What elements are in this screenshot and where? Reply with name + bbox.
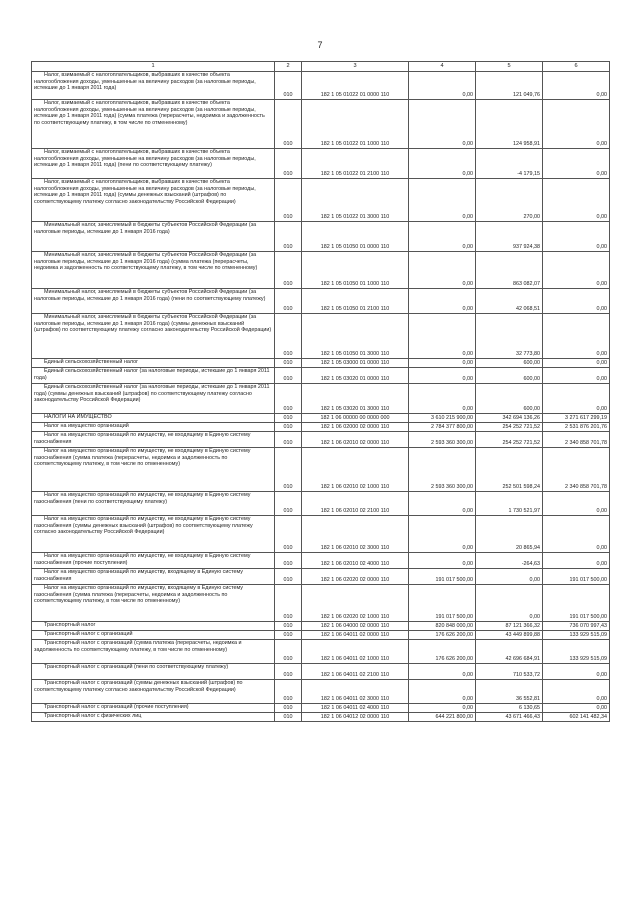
row-code: 010 [275, 585, 302, 622]
table-row [32, 704, 610, 713]
row-approved: 176 626 200,00 [409, 631, 476, 640]
row-unexecuted: 0,00 [543, 314, 610, 359]
row-executed: 254 252 721,52 [476, 432, 543, 448]
row-unexecuted: 0,00 [543, 289, 610, 314]
table-row [32, 622, 610, 631]
table-row [32, 631, 610, 640]
row-name: Налог, взимаемый с налогоплательщиков, выбравших в качестве объекта налогообложения доходы, уменьшенные на величину расходов (за налоговые периоды, истекшие до 1 января 2011 года) (сумма платежа (перерасчеты, недоимка и задолженность по соответствующему платежу, в том числе по отмененному) [32, 100, 275, 149]
row-code: 010 [275, 492, 302, 516]
table-row [32, 569, 610, 585]
row-kbk: 182 1 06 04011 02 4000 110 [302, 704, 409, 713]
row-code: 010 [275, 222, 302, 252]
row-executed: 42 696 684,91 [476, 640, 543, 664]
row-kbk: 182 1 06 02020 02 1000 110 [302, 585, 409, 622]
row-name: Минимальный налог, зачисляемый в бюджеты субъектов Российской Федерации (за налоговые периоды, истекшие до 1 января 2016 года) [32, 222, 275, 252]
revenue-report-table [31, 61, 610, 722]
row-kbk: 182 1 05 03000 01 0000 110 [302, 359, 409, 368]
row-approved: 0,00 [409, 680, 476, 704]
row-executed: 124 958,91 [476, 100, 543, 149]
row-executed: 32 773,80 [476, 314, 543, 359]
row-kbk: 182 1 06 00000 00 0000 000 [302, 414, 409, 423]
row-code: 010 [275, 622, 302, 631]
row-code: 010 [275, 100, 302, 149]
row-name: Налог на имущество организаций по имуществу, не входящему в Единую систему газоснабжения [32, 432, 275, 448]
row-approved: 191 017 500,00 [409, 569, 476, 585]
row-executed: 254 252 721,52 [476, 423, 543, 432]
row-executed: 6 130,65 [476, 704, 543, 713]
table-header-row [32, 62, 610, 72]
row-approved: 0,00 [409, 384, 476, 414]
row-unexecuted: 0,00 [543, 368, 610, 384]
row-unexecuted: 0,00 [543, 359, 610, 368]
row-kbk: 182 1 06 04012 02 0000 110 [302, 713, 409, 722]
row-approved: 176 626 200,00 [409, 640, 476, 664]
row-code: 010 [275, 432, 302, 448]
row-executed: 20 865,94 [476, 516, 543, 553]
row-name: Единый сельскохозяйственный налог (за налоговые периоды, истекшие до 1 января 2011 года) [32, 368, 275, 384]
row-unexecuted: 736 070 997,43 [543, 622, 610, 631]
row-code: 010 [275, 72, 302, 100]
table-row [32, 516, 610, 553]
row-approved: 0,00 [409, 664, 476, 680]
table-row [32, 553, 610, 569]
row-approved: 2 593 360 300,00 [409, 432, 476, 448]
row-code: 010 [275, 289, 302, 314]
row-executed: 0,00 [476, 585, 543, 622]
row-name: Налог, взимаемый с налогоплательщиков, выбравших в качестве объекта налогообложения доходы, уменьшенные на величину расходов (за налоговые периоды, истекшие до 1 января 2011 года) (суммы денежных взысканий (штрафов) по соответствующему платежу согласно законодательству Российской Федерации) [32, 179, 275, 222]
table-row [32, 179, 610, 222]
row-unexecuted: 2 340 858 701,78 [543, 448, 610, 492]
row-unexecuted: 602 141 482,34 [543, 713, 610, 722]
table-row [32, 222, 610, 252]
row-code: 010 [275, 631, 302, 640]
row-executed: 600,00 [476, 359, 543, 368]
row-kbk: 182 1 05 01050 01 0000 110 [302, 222, 409, 252]
row-approved: 0,00 [409, 516, 476, 553]
table-row [32, 314, 610, 359]
table-row [32, 414, 610, 423]
column-header: 2 [275, 62, 302, 72]
row-approved: 0,00 [409, 179, 476, 222]
row-code: 010 [275, 414, 302, 423]
row-kbk: 182 1 06 02020 02 0000 110 [302, 569, 409, 585]
row-approved: 0,00 [409, 289, 476, 314]
table-row [32, 492, 610, 516]
row-code: 010 [275, 553, 302, 569]
row-code: 010 [275, 368, 302, 384]
row-approved: 0,00 [409, 252, 476, 289]
row-executed: 937 924,38 [476, 222, 543, 252]
column-header: 1 [32, 62, 275, 72]
row-code: 010 [275, 423, 302, 432]
row-name: Транспортный налог с организаций (сумма платежа (перерасчеты, недоимка и задолженность по соответствующему платежу, в том числе по отмененному) [32, 640, 275, 664]
table-row [32, 640, 610, 664]
column-header: 6 [543, 62, 610, 72]
row-name: Налог на имущество организаций по имуществу, входящему в Единую систему газоснабжения (сумма платежа (перерасчеты, недоимка и задолженность по соответствующему платежу, в том числе по отмененному) [32, 585, 275, 622]
column-header: 3 [302, 62, 409, 72]
row-code: 010 [275, 704, 302, 713]
row-executed: 0,00 [476, 569, 543, 585]
row-kbk: 182 1 06 02010 02 3000 110 [302, 516, 409, 553]
row-name: Транспортный налог с организаций [32, 631, 275, 640]
row-executed: 252 501 598,24 [476, 448, 543, 492]
row-kbk: 182 1 05 01050 01 3000 110 [302, 314, 409, 359]
row-kbk: 182 1 05 01022 01 2100 110 [302, 149, 409, 179]
row-name: Налог на имущество организаций по имуществу, не входящему в Единую систему газоснабжения (прочие поступления) [32, 553, 275, 569]
row-code: 010 [275, 640, 302, 664]
row-approved: 0,00 [409, 222, 476, 252]
row-kbk: 182 1 06 02010 02 1000 110 [302, 448, 409, 492]
row-executed: 600,00 [476, 384, 543, 414]
column-header: 5 [476, 62, 543, 72]
row-approved: 0,00 [409, 100, 476, 149]
page-number: 7 [317, 40, 323, 50]
row-kbk: 182 1 06 04011 02 2100 110 [302, 664, 409, 680]
row-code: 010 [275, 384, 302, 414]
row-kbk: 182 1 06 04011 02 0000 110 [302, 631, 409, 640]
row-unexecuted: 0,00 [543, 384, 610, 414]
row-executed: 270,00 [476, 179, 543, 222]
row-kbk: 182 1 06 02010 02 0000 110 [302, 432, 409, 448]
row-unexecuted: 0,00 [543, 664, 610, 680]
row-approved: 0,00 [409, 492, 476, 516]
table-row [32, 432, 610, 448]
table-row [32, 289, 610, 314]
row-kbk: 182 1 05 01050 01 2100 110 [302, 289, 409, 314]
table-row [32, 359, 610, 368]
row-executed: 710 533,72 [476, 664, 543, 680]
row-executed: -264,63 [476, 553, 543, 569]
row-code: 010 [275, 713, 302, 722]
row-name: Транспортный налог с организаций (суммы денежных взысканий (штрафов) по соответствующему платежу согласно законодательству Российской Федерации) [32, 680, 275, 704]
row-name: Налог, взимаемый с налогоплательщиков, выбравших в качестве объекта налогообложения доходы, уменьшенные на величину расходов (за налоговые периоды, истекшие до 1 января 2011 года) [32, 72, 275, 100]
row-name: Минимальный налог, зачисляемый в бюджеты субъектов Российской Федерации (за налоговые периоды, истекшие до 1 января 2016 года) (суммы денежных взысканий (штрафов) по соответствующему платежу согласно законодательству Российской Федерации) [32, 314, 275, 359]
row-approved: 0,00 [409, 149, 476, 179]
table-row [32, 384, 610, 414]
row-name: Налог на имущество организаций по имуществу, не входящему в Единую систему газоснабжения (сумма платежа (перерасчеты, недоимка и задолженность по соответствующему платежу, в том числе по отмененному) [32, 448, 275, 492]
row-kbk: 182 1 06 02010 02 2100 110 [302, 492, 409, 516]
row-executed: 600,00 [476, 368, 543, 384]
row-kbk: 182 1 06 02000 02 0000 110 [302, 423, 409, 432]
row-code: 010 [275, 149, 302, 179]
row-unexecuted: 2 531 876 201,76 [543, 423, 610, 432]
row-code: 010 [275, 680, 302, 704]
row-code: 010 [275, 516, 302, 553]
row-executed: 342 694 136,26 [476, 414, 543, 423]
table-row [32, 72, 610, 100]
row-name: НАЛОГИ НА ИМУЩЕСТВО [32, 414, 275, 423]
table-row [32, 680, 610, 704]
row-kbk: 182 1 05 01022 01 3000 110 [302, 179, 409, 222]
row-approved: 3 610 215 900,00 [409, 414, 476, 423]
row-name: Единый сельскохозяйственный налог (за налоговые периоды, истекшие до 1 января 2011 года) (суммы денежных взысканий (штрафов) по соответствующему платежу согласно законодательству Российской Федерации) [32, 384, 275, 414]
row-kbk: 182 1 06 04011 02 1000 110 [302, 640, 409, 664]
row-code: 010 [275, 664, 302, 680]
row-code: 010 [275, 359, 302, 368]
row-name: Налог на имущество организаций по имуществу, входящему в Единую систему газоснабжения [32, 569, 275, 585]
column-header: 4 [409, 62, 476, 72]
row-approved: 0,00 [409, 704, 476, 713]
row-executed: 863 082,07 [476, 252, 543, 289]
row-executed: 1 730 521,97 [476, 492, 543, 516]
row-name: Налог на имущество организаций по имуществу, не входящему в Единую систему газоснабжения (пени по соответствующему платежу) [32, 492, 275, 516]
row-approved: 0,00 [409, 359, 476, 368]
row-name: Транспортный налог [32, 622, 275, 631]
table-row [32, 585, 610, 622]
row-unexecuted: 0,00 [543, 222, 610, 252]
row-kbk: 182 1 06 04011 02 3000 110 [302, 680, 409, 704]
row-name: Налог на имущество организаций [32, 423, 275, 432]
row-executed: -4 179,15 [476, 149, 543, 179]
row-unexecuted: 133 929 515,09 [543, 631, 610, 640]
row-code: 010 [275, 314, 302, 359]
row-unexecuted: 133 929 515,09 [543, 640, 610, 664]
table-row [32, 252, 610, 289]
row-approved: 0,00 [409, 368, 476, 384]
row-name: Минимальный налог, зачисляемый в бюджеты субъектов Российской Федерации (за налоговые периоды, истекшие до 1 января 2016 года) (сумма платежа (перерасчеты, недоимка и задолженность по соответствующему платежу, в том числе по отмененному) [32, 252, 275, 289]
row-name: Налог, взимаемый с налогоплательщиков, выбравших в качестве объекта налогообложения доходы, уменьшенные на величину расходов (за налоговые периоды, истекшие до 1 января 2011 года) (пени по соответствующему платежу) [32, 149, 275, 179]
row-code: 010 [275, 448, 302, 492]
row-executed: 87 121 366,32 [476, 622, 543, 631]
row-unexecuted: 2 340 858 701,78 [543, 432, 610, 448]
row-kbk: 182 1 05 01022 01 1000 110 [302, 100, 409, 149]
table-row [32, 423, 610, 432]
row-unexecuted: 191 017 500,00 [543, 585, 610, 622]
row-executed: 43 671 466,43 [476, 713, 543, 722]
row-executed: 43 449 899,88 [476, 631, 543, 640]
table-row [32, 664, 610, 680]
row-code: 010 [275, 252, 302, 289]
row-executed: 121 049,76 [476, 72, 543, 100]
row-approved: 820 848 000,00 [409, 622, 476, 631]
row-name: Транспортный налог с организаций (пени по соответствующему платежу) [32, 664, 275, 680]
table-row [32, 448, 610, 492]
row-kbk: 182 1 06 02010 02 4000 110 [302, 553, 409, 569]
row-unexecuted: 0,00 [543, 704, 610, 713]
row-unexecuted: 3 271 617 299,19 [543, 414, 610, 423]
row-approved: 2 784 377 800,00 [409, 423, 476, 432]
row-kbk: 182 1 06 04000 02 0000 110 [302, 622, 409, 631]
table-row [32, 149, 610, 179]
row-approved: 191 017 500,00 [409, 585, 476, 622]
row-name: Транспортный налог с организаций (прочие поступления) [32, 704, 275, 713]
row-unexecuted: 0,00 [543, 72, 610, 100]
table-row [32, 368, 610, 384]
row-kbk: 182 1 05 03020 01 3000 110 [302, 384, 409, 414]
row-unexecuted: 0,00 [543, 100, 610, 149]
row-approved: 2 593 360 300,00 [409, 448, 476, 492]
row-name: Единый сельскохозяйственный налог [32, 359, 275, 368]
row-unexecuted: 0,00 [543, 252, 610, 289]
row-unexecuted: 191 017 500,00 [543, 569, 610, 585]
row-approved: 0,00 [409, 72, 476, 100]
row-executed: 36 552,81 [476, 680, 543, 704]
row-approved: 644 221 800,00 [409, 713, 476, 722]
row-name: Транспортный налог с физических лиц [32, 713, 275, 722]
table-row [32, 713, 610, 722]
row-kbk: 182 1 05 01022 01 0000 110 [302, 72, 409, 100]
table-row [32, 100, 610, 149]
row-unexecuted: 0,00 [543, 149, 610, 179]
row-executed: 42 068,51 [476, 289, 543, 314]
row-unexecuted: 0,00 [543, 516, 610, 553]
row-approved: 0,00 [409, 314, 476, 359]
row-kbk: 182 1 05 03020 01 0000 110 [302, 368, 409, 384]
row-name: Минимальный налог, зачисляемый в бюджеты субъектов Российской Федерации (за налоговые периоды, истекшие до 1 января 2016 года) (пени по соответствующему платежу) [32, 289, 275, 314]
row-code: 010 [275, 179, 302, 222]
row-unexecuted: 0,00 [543, 179, 610, 222]
row-name: Налог на имущество организаций по имуществу, не входящему в Единую систему газоснабжения (суммы денежных взысканий (штрафов) по соответствующему платежу согласно законодательству Российской Федерации) [32, 516, 275, 553]
row-kbk: 182 1 05 01050 01 1000 110 [302, 252, 409, 289]
row-unexecuted: 0,00 [543, 553, 610, 569]
row-unexecuted: 0,00 [543, 680, 610, 704]
row-unexecuted: 0,00 [543, 492, 610, 516]
row-approved: 0,00 [409, 553, 476, 569]
row-code: 010 [275, 569, 302, 585]
